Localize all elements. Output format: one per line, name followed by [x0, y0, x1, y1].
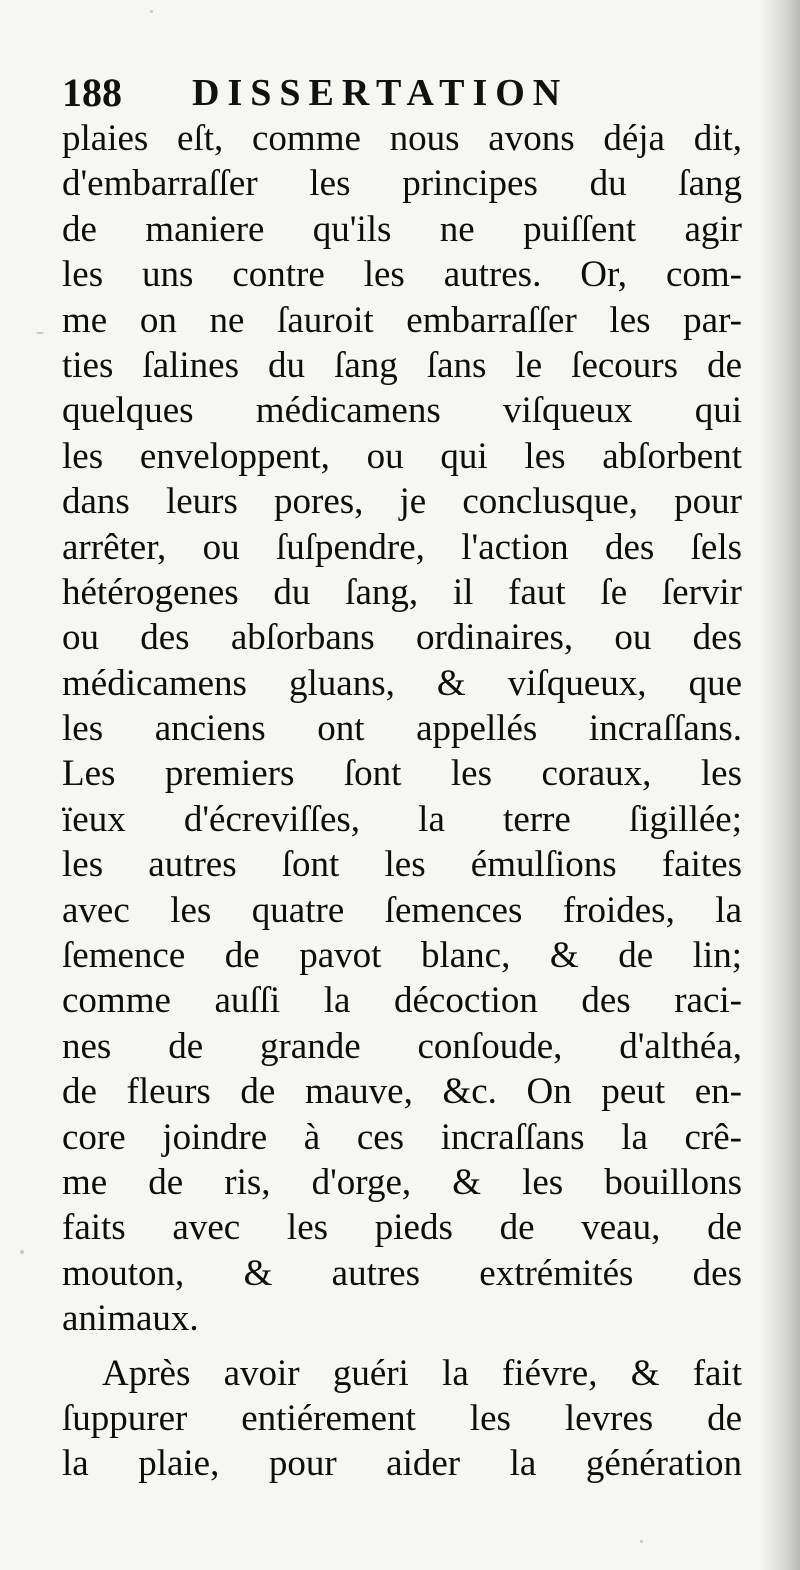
text-line: animaux.: [62, 1298, 199, 1340]
text-line: arrêter, ou ſuſpendre, l'action des ſels: [62, 526, 742, 568]
text-line: core joindre à ces incraſſans la crê-: [62, 1116, 742, 1158]
text-line: de fleurs de mauve, &c. On peut en-: [62, 1071, 742, 1113]
text-line: les uns contre les autres. Or, com-: [62, 254, 742, 296]
text-line: d'embarraſſer les principes du ſang: [62, 163, 742, 205]
page-number: 188: [62, 70, 122, 115]
text-line: les autres ſont les émulſions faites: [62, 844, 742, 886]
text-line: me on ne ſauroit embarraſſer les par-: [62, 299, 742, 341]
text-line: avec les quatre ſemences froides, la: [62, 889, 742, 931]
text-line: ſemence de pavot blanc, & de lin;: [62, 935, 742, 977]
text-line: plaies eſt, comme nous avons déja dit,: [62, 118, 742, 159]
paper-speck: [150, 10, 153, 13]
text-line: nes de grande conſoude, d'althéa,: [62, 1025, 742, 1067]
running-head: [62, 68, 722, 118]
paper-speck: [640, 1540, 643, 1543]
text-line: ſuppurer entiérement les levres de: [62, 1397, 742, 1439]
page-gutter-shadow: [760, 0, 800, 1570]
text-line: ïeux d'écreviſſes, la terre ſigillée;: [62, 798, 742, 840]
text-line: quelques médicamens viſqueux qui: [62, 390, 742, 432]
text-line: me de ris, d'orge, & les bouillons: [62, 1161, 742, 1203]
paper-speck: [20, 1250, 24, 1254]
text-line: Les premiers ſont les coraux, les: [62, 753, 742, 795]
paper-speck: [36, 332, 44, 334]
running-title: DISSERTATION: [192, 72, 569, 114]
text-line: ties ſalines du ſang ſans le ſecours de: [62, 344, 742, 386]
text-line: dans leurs pores, je conclusque, pour: [62, 481, 742, 523]
text-line: de maniere qu'ils ne puiſſent agir: [62, 208, 742, 250]
text-line: médicamens gluans, & viſqueux, que: [62, 662, 742, 704]
text-line: Après avoir guéri la fiévre, & fait: [102, 1352, 742, 1394]
body-text: [62, 116, 742, 1487]
text-line: ou des abſorbans ordinaires, ou des: [62, 617, 742, 659]
text-line: hétérogenes du ſang, il faut ſe ſervir: [62, 571, 742, 613]
text-line: les enveloppent, ou qui les abſorbent: [62, 435, 742, 477]
paragraph-gap: [62, 1342, 742, 1351]
text-line: la plaie, pour aider la génération: [62, 1443, 742, 1485]
text-line: mouton, & autres extrémités des: [62, 1252, 742, 1294]
text-line: comme auſſi la décoction des raci-: [62, 980, 742, 1022]
text-line: faits avec les pieds de veau, de: [62, 1207, 742, 1249]
text-line: les anciens ont appellés incraſſans.: [62, 708, 742, 750]
